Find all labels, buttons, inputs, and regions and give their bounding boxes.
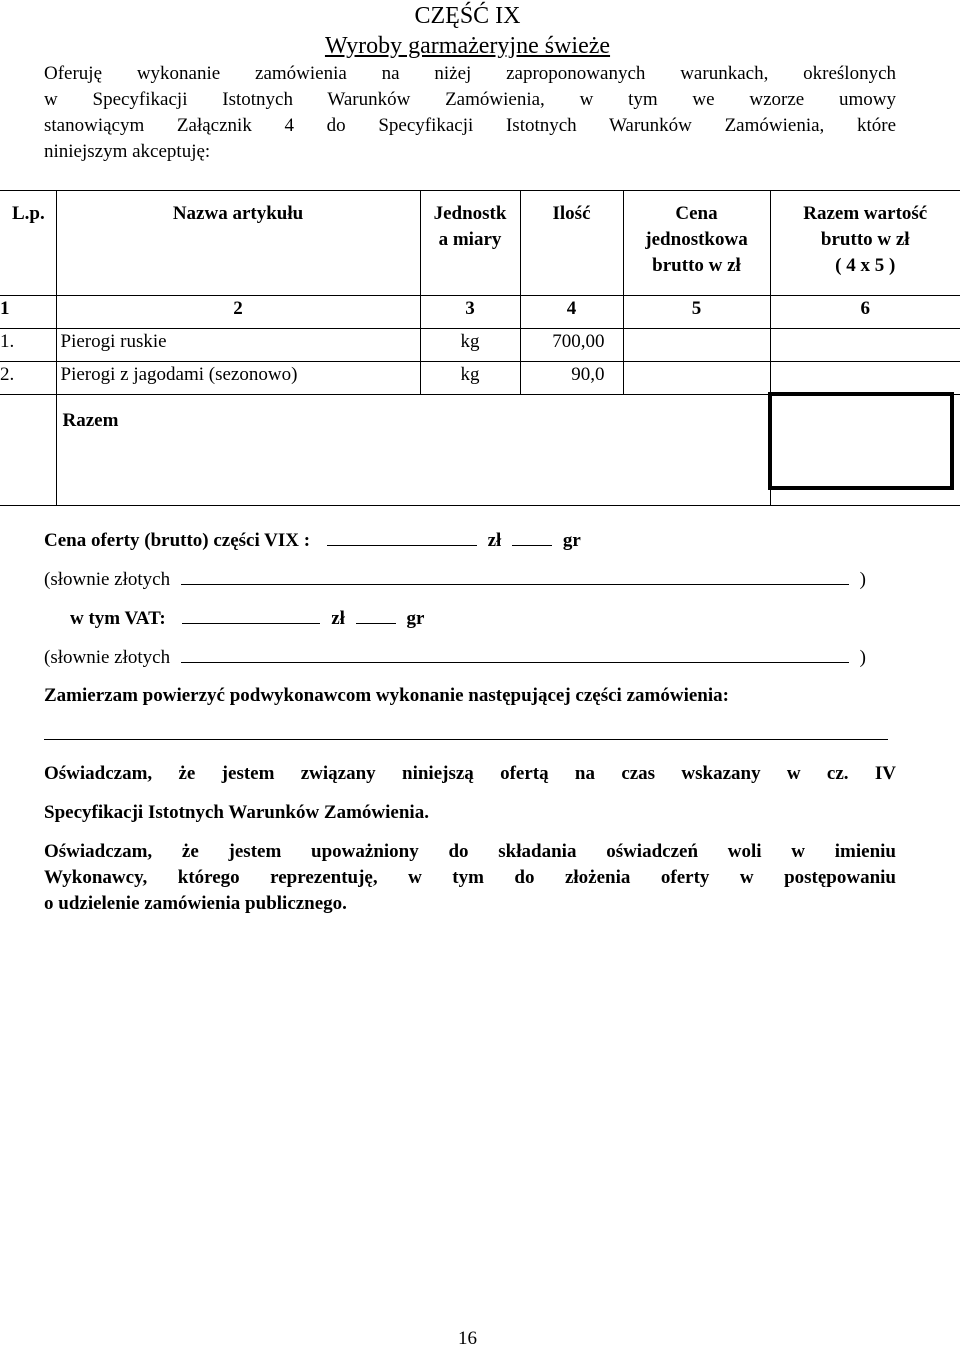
declaration-line: Oświadczam, że jestem związany niniejszą ofertą na czas wskazany w cz. IV (44, 763, 896, 784)
row-qty: 700,00 (520, 329, 623, 362)
declaration-line: o udzielenie zamówienia publicznego. (44, 893, 347, 914)
price-words-field[interactable] (181, 566, 849, 585)
column-number: 2 (56, 296, 420, 329)
row-lp: 1. (0, 329, 56, 362)
row-unit: kg (420, 329, 520, 362)
offer-price-label: Cena oferty (brutto) części VIX : (44, 530, 311, 551)
price-words-line (44, 566, 896, 593)
declaration-line: Wykonawcy, którego reprezentuję, w tym do złożenia oferty w postępowaniu (44, 867, 896, 888)
header-price (623, 191, 770, 296)
intro-line: w Specyfikacji Istotnych Warunków Zamówienia, w tym we wzorze umowy (44, 89, 896, 110)
page-number: 16 (458, 1328, 477, 1349)
declaration-binding (44, 761, 896, 826)
header-total-line: Razem wartość (803, 203, 928, 224)
subcontract-text: Zamierzam powierzyć podwykonawcom wykonanie następującej części zamówienia: (44, 685, 729, 706)
zl-label: zł (331, 608, 345, 629)
words-label: (słownie złotych (44, 647, 171, 668)
header-unit (420, 191, 520, 296)
gr-label: gr (562, 530, 581, 551)
row-price[interactable] (623, 329, 770, 362)
row-total[interactable] (770, 362, 960, 395)
sum-value-box[interactable] (768, 392, 954, 490)
intro-paragraph (44, 61, 896, 165)
sum-label: Razem (56, 395, 770, 506)
header-qty: Ilość (520, 191, 623, 296)
header-total-line: brutto w zł (820, 229, 910, 250)
row-qty: 90,0 (520, 362, 623, 395)
price-zl-field[interactable] (327, 527, 477, 546)
words-close: ) (859, 647, 866, 668)
table-row (0, 362, 960, 395)
declaration-authorization (44, 839, 896, 917)
row-price[interactable] (623, 362, 770, 395)
header-price-line: jednostkowa (645, 229, 748, 250)
declaration-line: Specyfikacji Istotnych Warunków Zamówienia. (44, 802, 429, 823)
column-number: 5 (623, 296, 770, 329)
vat-gr-field[interactable] (356, 605, 396, 624)
vat-label: w tym VAT: (70, 608, 166, 629)
header-lp: L.p. (0, 191, 56, 296)
row-unit: kg (420, 362, 520, 395)
vat-words-field[interactable] (181, 644, 849, 663)
offer-price-line (44, 527, 896, 554)
price-gr-field[interactable] (512, 527, 552, 546)
table-header-row (0, 191, 960, 296)
gr-label: gr (406, 608, 425, 629)
row-name: Pierogi z jagodami (sezonowo) (56, 362, 420, 395)
vat-words-line (44, 644, 896, 671)
words-label: (słownie złotych (44, 569, 171, 590)
column-number: 3 (420, 296, 520, 329)
row-lp: 2. (0, 362, 56, 395)
header-price-line: Cena (675, 203, 718, 224)
header-total (770, 191, 960, 296)
header-unit-line: a miary (438, 229, 502, 250)
part-title: CZĘŚĆ IX (414, 3, 521, 29)
column-number: 6 (770, 296, 960, 329)
vat-line (70, 605, 896, 632)
column-number: 4 (520, 296, 623, 329)
header-unit-line: Jednostk (433, 203, 507, 224)
column-number-row (0, 296, 960, 329)
intro-line: niniejszym akceptuję: (44, 141, 211, 162)
vat-zl-field[interactable] (182, 605, 320, 624)
table-row (0, 329, 960, 362)
intro-line: Oferuję wykonanie zamówienia na niżej zaproponowanych warunkach, określonych (44, 63, 896, 84)
header-price-line: brutto w zł (652, 255, 741, 276)
subcontract-field[interactable] (44, 739, 888, 740)
sum-blank (0, 395, 56, 506)
row-total[interactable] (770, 329, 960, 362)
row-name: Pierogi ruskie (56, 329, 420, 362)
declaration-line: Oświadczam, że jestem upoważniony do składania oświadczeń woli w imieniu (44, 841, 896, 862)
column-number: 1 (0, 296, 56, 329)
part-subtitle: Wyroby garmażeryjne świeże (324, 33, 611, 59)
intro-line: stanowiącym Załącznik 4 do Specyfikacji Istotnych Warunków Zamówienia, które (44, 115, 896, 136)
words-close: ) (859, 569, 866, 590)
header-name: Nazwa artykułu (56, 191, 420, 296)
zl-label: zł (487, 530, 502, 551)
header-total-line: ( 4 x 5 ) (835, 255, 896, 276)
